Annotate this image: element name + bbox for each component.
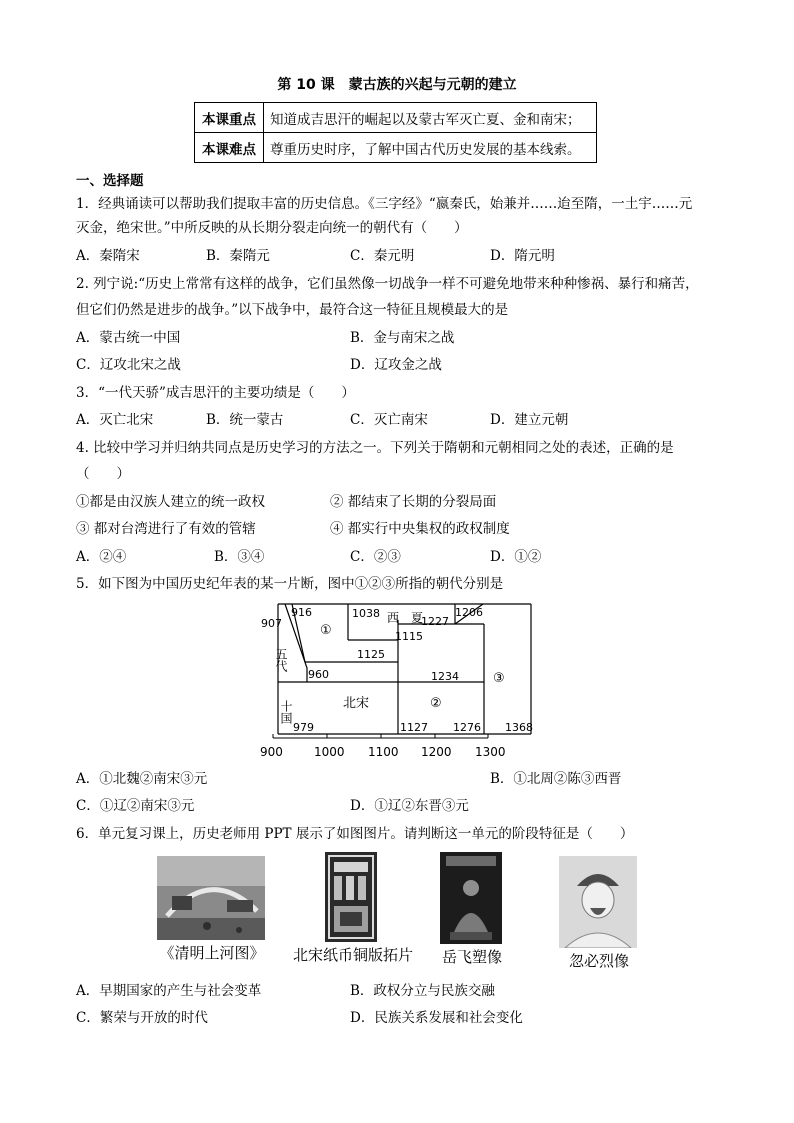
q2-option-a: A．蒙古统一中国 xyxy=(76,330,181,346)
q4-option-b: B．③④ xyxy=(214,549,265,565)
q4-option-d: D．①② xyxy=(490,549,542,565)
year-label: 960 xyxy=(308,668,329,681)
q5-text: 5．如下图为中国历史纪年表的某一片断，图中①②③所指的朝代分别是 xyxy=(76,576,504,592)
axis-tick-label: 1100 xyxy=(368,745,399,759)
q2-text: 但它们仍然是进步的战争。”以下战争中，最符合这一特征且规模最大的是 xyxy=(76,302,509,318)
year-label: 916 xyxy=(291,606,312,619)
q6-option-d: D．民族关系发展和社会变化 xyxy=(350,1010,523,1026)
q5-option-b: B．①北周②陈③西晋 xyxy=(490,771,622,787)
picture-caption: 忽必烈像 xyxy=(568,952,629,970)
q4-statement-4: ④ 都实行中央集权的政权制度 xyxy=(330,521,510,537)
q1-text: 1．经典诵读可以帮助我们提取丰富的历史信息。《三字经》“嬴秦氏，始兼并……迨至隋，一土宇……元 xyxy=(76,196,693,212)
q3-option-d: D．建立元朝 xyxy=(490,412,569,428)
q2-option-b: B．金与南宋之战 xyxy=(350,330,455,346)
q5-option-a: A．①北魏②南宋③元 xyxy=(76,771,208,787)
year-label: 1368 xyxy=(505,721,533,734)
q3-option-a: A．灭亡北宋 xyxy=(76,412,154,428)
year-label: 1125 xyxy=(357,648,385,661)
yue-fei-statue-image xyxy=(440,852,502,944)
year-label: 1206 xyxy=(455,606,483,619)
year-label: 1038 xyxy=(352,607,380,620)
q4-statement-3: ③ 都对台湾进行了有效的管辖 xyxy=(76,521,256,537)
region-label-beisong: 北宋 xyxy=(343,696,370,711)
kublai-khan-portrait-image xyxy=(559,856,637,948)
q4-option-a: A．②④ xyxy=(76,549,127,565)
q1-option-c: C．秦元明 xyxy=(350,248,415,264)
q4-text: 4. 比较中学习并归纳共同点是历史学习的方法之一。下列关于隋朝和元朝相同之处的表述，正确的是 xyxy=(76,440,674,456)
q1-option-a: A．秦隋宋 xyxy=(76,248,140,264)
axis-tick-label: 1300 xyxy=(475,745,506,759)
focus-row xyxy=(195,133,597,163)
region-label-1: ① xyxy=(320,623,332,638)
q4-option-c: C．②③ xyxy=(350,549,401,565)
year-label: 907 xyxy=(261,617,282,630)
q5-option-d: D．①辽②东晋③元 xyxy=(350,798,469,814)
q2-option-d: D．辽攻金之战 xyxy=(350,357,442,373)
year-label: 1234 xyxy=(431,670,459,683)
focus-key: 本课难点 xyxy=(195,133,264,163)
region-label-wudai: 五代 xyxy=(274,648,288,672)
picture-caption: 北宋纸币铜版拓片 xyxy=(292,946,413,964)
q6-option-a: A．早期国家的产生与社会变革 xyxy=(76,983,262,999)
banknote-plate-image xyxy=(325,852,377,942)
picture-caption: 《清明上河图》 xyxy=(159,944,265,962)
year-label: 1115 xyxy=(395,630,423,643)
region-label-3: ③ xyxy=(493,671,505,686)
q2-option-c: C．辽攻北宋之战 xyxy=(76,357,181,373)
axis-tick-label: 900 xyxy=(260,745,283,759)
region-label-xixia: 西 夏 xyxy=(387,611,424,625)
section-heading: 一、选择题 xyxy=(76,173,144,189)
focus-value: 知道成吉思汗的崛起以及蒙古军灭亡夏、金和南宋； xyxy=(264,103,597,133)
q2-text: 2. 列宁说:“历史上常常有这样的战争，它们虽然像一切战争一样不可避免地带来种种惨祸、暴行和痛苦， xyxy=(76,276,699,292)
region-label-2: ② xyxy=(430,696,442,711)
q6-option-c: C．繁荣与开放的时代 xyxy=(76,1010,208,1026)
axis-tick-label: 1200 xyxy=(421,745,452,759)
year-label: 1127 xyxy=(400,721,428,734)
focus-table xyxy=(194,102,597,163)
year-label: 1227 xyxy=(421,615,449,628)
picture-caption: 岳飞塑像 xyxy=(441,948,502,966)
q5-option-c: C．①辽②南宋③元 xyxy=(76,798,195,814)
q4-statement-1: ①都是由汉族人建立的统一政权 xyxy=(76,494,265,510)
q6-option-b: B．政权分立与民族交融 xyxy=(350,983,495,999)
q1-option-d: D．隋元明 xyxy=(490,248,555,264)
region-label-shiguo: 十国 xyxy=(279,700,293,724)
q6-text: 6．单元复习课上，历史老师用 PPT 展示了如图图片。请判断这一单元的阶段特征是（ ） xyxy=(76,826,634,842)
qingming-painting-image xyxy=(157,856,265,940)
lesson-title: 第 10 课 蒙古族的兴起与元朝的建立 xyxy=(277,77,517,93)
q4-text: （ ） xyxy=(76,466,130,482)
q1-option-b: B．秦隋元 xyxy=(206,248,270,264)
focus-value: 尊重历史时序，了解中国古代历史发展的基本线索。 xyxy=(264,133,597,163)
q3-option-c: C．灭亡南宋 xyxy=(350,412,428,428)
q4-statement-2: ② 都结束了长期的分裂局面 xyxy=(330,494,497,510)
chronology-diagram xyxy=(255,600,545,762)
q3-text: 3．“一代天骄”成吉思汗的主要功绩是（ ） xyxy=(76,385,355,401)
q1-text: 灭金，绝宋世。”中所反映的从长期分裂走向统一的朝代有（ ） xyxy=(76,220,468,236)
focus-row xyxy=(195,103,597,133)
year-label: 979 xyxy=(293,721,314,734)
focus-key: 本课重点 xyxy=(195,103,264,133)
year-label: 1276 xyxy=(453,721,481,734)
axis-tick-label: 1000 xyxy=(314,745,345,759)
q3-option-b: B．统一蒙古 xyxy=(206,412,284,428)
